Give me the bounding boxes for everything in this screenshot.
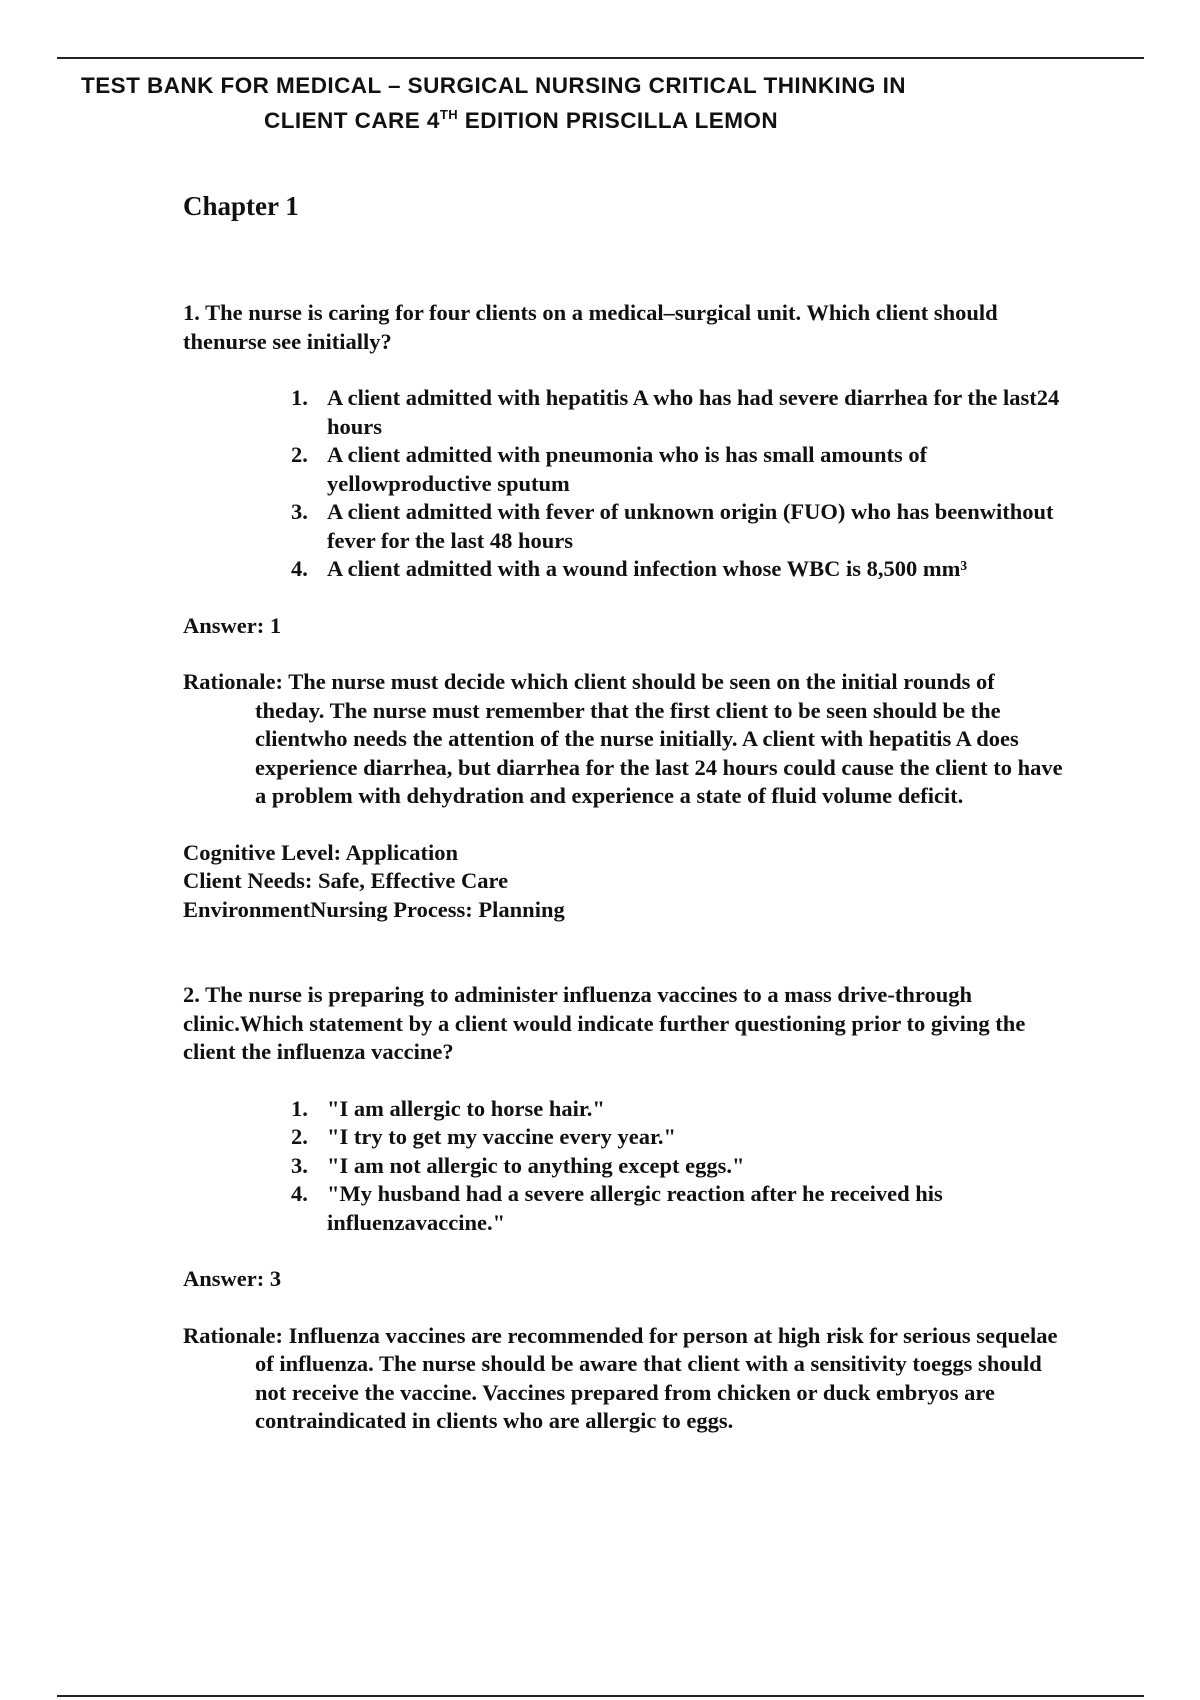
option-number: 3. xyxy=(291,499,308,524)
title-line-2 xyxy=(57,103,1144,138)
bottom-divider xyxy=(57,1695,1144,1697)
option-number: 4. xyxy=(291,556,308,581)
chapter-heading: Chapter 1 xyxy=(183,191,299,221)
option-text: "I am allergic to horse hair." xyxy=(327,1095,605,1121)
top-divider xyxy=(57,57,1144,59)
rationale: Rationale: Influenza vaccines are recommended for person at high risk for serious sequelae of influenza. The nurse should be aware that client with a sensitivity toeggs should not receive the vaccine. Vaccines prepared from chicken or duck embryos are contraindicated in clients who are allergic to eggs. xyxy=(183,1322,1058,1433)
option-number: 2. xyxy=(291,1124,308,1149)
answer-key: Answer: 3 xyxy=(183,1266,282,1291)
answer-option xyxy=(183,1123,1063,1152)
section-spacer xyxy=(183,924,1063,981)
answer-options xyxy=(183,1095,1063,1238)
cognitive-level: Cognitive Level: Application xyxy=(183,839,458,865)
answer-option xyxy=(183,384,1063,441)
option-number: 4. xyxy=(291,1181,308,1206)
answer-key: Answer: 1 xyxy=(183,612,282,638)
answer-option xyxy=(183,555,1063,584)
option-number: 1. xyxy=(291,385,308,410)
option-text: A client admitted with a wound infection whose WBC is 8,500 mm³ xyxy=(327,556,968,581)
question-stem: 2. The nurse is preparing to administer influenza vaccines to a mass drive-through clinic.Which statement by a client would indicate further questioning prior to giving the client the influenza vaccine? xyxy=(183,982,1026,1064)
document-body xyxy=(183,188,1063,1464)
title-line-2-start: CLIENT CARE 4 xyxy=(264,108,440,133)
title-line-2-end: EDITION PRISCILLA LEMON xyxy=(458,108,779,133)
title-superscript: TH xyxy=(439,107,459,122)
answer-option xyxy=(183,1180,1063,1237)
answer-option xyxy=(183,441,1063,498)
option-text: "My husband had a severe allergic reaction after he received his influenzavaccine." xyxy=(327,1181,943,1235)
option-number: 1. xyxy=(291,1095,308,1121)
option-text: A client admitted with fever of unknown origin (FUO) who has beenwithout fever for the last 48 hours xyxy=(327,499,1054,553)
answer-options xyxy=(183,384,1063,584)
rationale: Rationale: The nurse must decide which client should be seen on the initial rounds of theday. The nurse must remember that the first client to be seen should be the clientwho needs the attention of the nurse initially. A client with hepatitis A does experience diarrhea, but diarrhea for the last 24 hours could cause the client to have a problem with dehydration and experience a state of fluid volume deficit. xyxy=(183,669,1063,808)
option-text: A client admitted with pneumonia who is has small amounts of yellowproductive sputum xyxy=(327,442,928,496)
title-line-1: TEST BANK FOR MEDICAL – SURGICAL NURSING CRITICAL THINKING IN xyxy=(81,73,906,98)
question-stem: 1. The nurse is caring for four clients on a medical–surgical unit. Which client should thenurse see initially? xyxy=(183,300,998,354)
question-2 xyxy=(183,981,1063,1436)
document-title xyxy=(57,68,1144,138)
option-text: "I am not allergic to anything except eggs." xyxy=(327,1152,745,1178)
answer-option xyxy=(183,1152,1063,1181)
answer-option xyxy=(183,498,1063,555)
client-needs: Client Needs: Safe, Effective Care xyxy=(183,868,509,893)
nursing-process: EnvironmentNursing Process: Planning xyxy=(183,896,565,922)
option-number: 3. xyxy=(291,1152,308,1178)
option-text: A client admitted with hepatitis A who has had severe diarrhea for the last24 hours xyxy=(327,385,1060,439)
option-text: "I try to get my vaccine every year." xyxy=(327,1124,677,1149)
option-number: 2. xyxy=(291,442,308,467)
question-1 xyxy=(183,299,1063,924)
answer-option xyxy=(183,1095,1063,1124)
